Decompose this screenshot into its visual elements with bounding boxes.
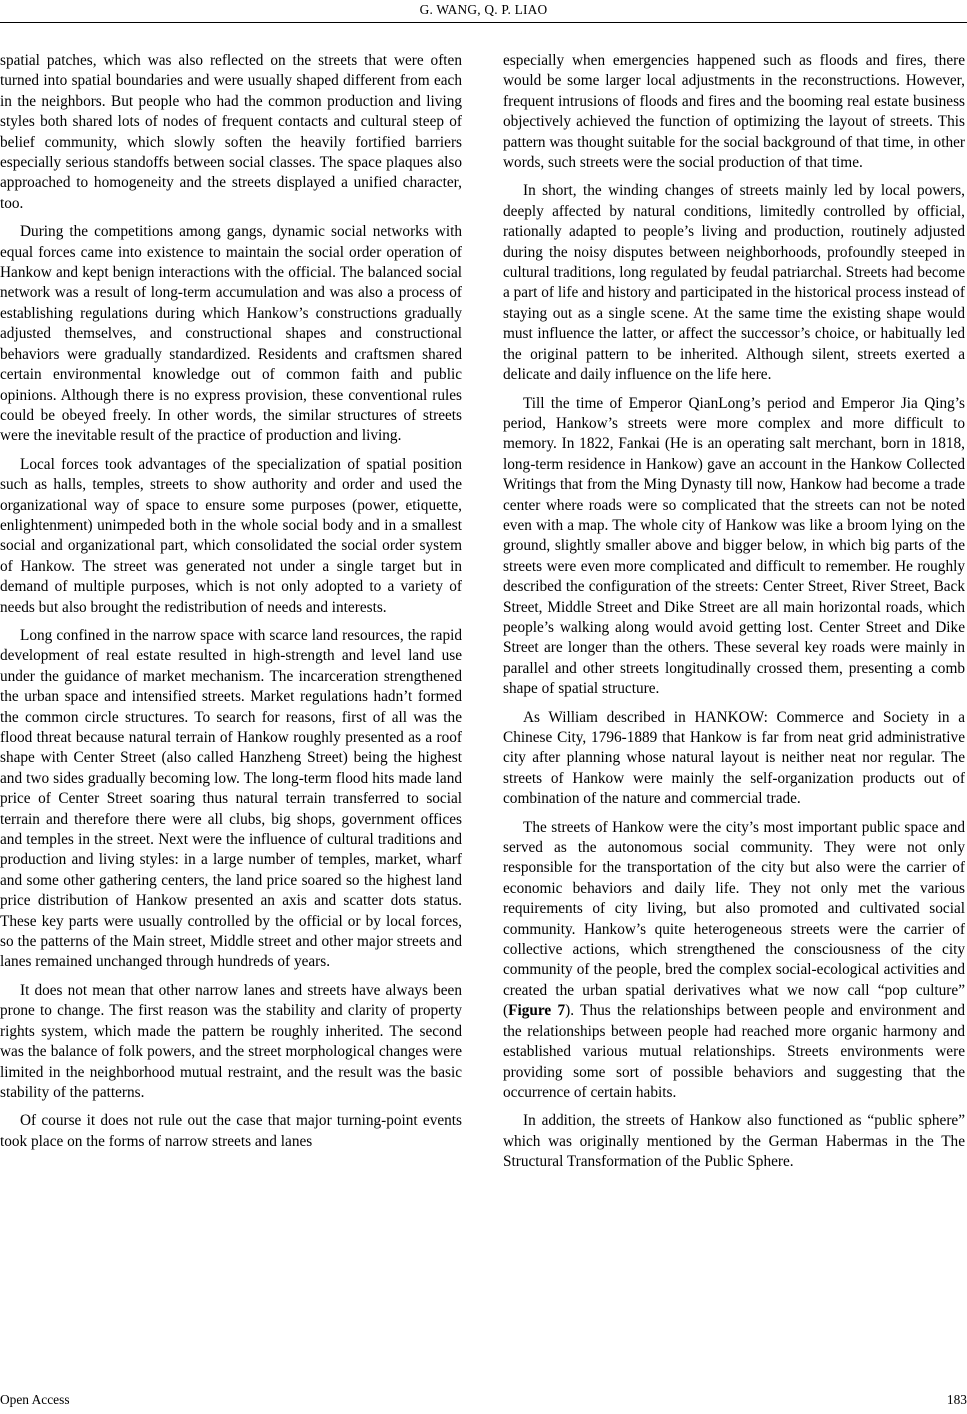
- paragraph: Long confined in the narrow space with scarce land resources, the rapid development of real estate resulted in high-strength and level land use under the guidance of market mechanism. The incarceration strengthened the urban space and intensified streets. Market regulations hadn’t formed the common circle structures. To search for reasons, first of all was the flood threat because natural terrain of Hankow roughly presented as a roof shape with Center Street (also called Hanzheng Street) being the highest and two sides gradually becoming low. The long-term flood hits made land price of Center Street soaring thus natural terrain transferred to social terrain and therefore there were all clubs, big shops, government offices and temples in the street. Next were the influence of cultural traditions and production and living styles: in a large number of temples, market, wharf and some other gathering centers, the land price soared so the highest land price distribution of Hankow presented an axis and scatter dots status. These key parts were usually controlled by the official or by local forces, so the patterns of the Main street, Middle street and other major streets and lanes remained unchanged through hundreds of years.: [0, 626, 462, 971]
- running-header: G. WANG, Q. P. LIAO: [419, 2, 548, 17]
- paragraph: especially when emergencies happened such as floods and fires, there would be some larger local adjustments in the reconstructions. However, frequent intrusions of floods and fires and the booming real estate business objectively achieved the function of optimizing the layout of streets. This pattern was thought suitable for the social background of that time, in other words, such streets were the social production of that time.: [503, 52, 965, 172]
- left-column: [0, 51, 462, 1152]
- header-rule: [0, 22, 967, 23]
- paragraph: Local forces took advantages of the specialization of spatial position such as halls, temples, streets to show authority and order and used the organizational way of space to ensure some purposes (power, etiquette, enlightenment) unimpeded both in the whole social body and in a smallest social and organizational part, which consolidated the social order system of Hankow. The street was generated not under a single target but in demand of multiple purposes, which is not only adopted to a variety of needs but also brought the redistribution of needs and interests.: [0, 455, 462, 616]
- paragraph: Till the time of Emperor QianLong’s period and Emperor Jia Qing’s period, Hankow’s streets were more complex and more difficult to memory. In 1822, Fankai (He is an operating salt merchant, born in 1818, long-term residence in Hankow) gave an account in the Hankow Collected Writings that from the Ming Dynasty till now, Hankow had become a trade center where roads were so complicated that the streets can not be noted even with a map. The whole city of Hankow was like a broom lying on the ground, slightly smaller above and bigger below, in which big parts of the streets were even more complicated and difficult to remember. He roughly described the configuration of the streets: Center Street, River Street, Back Street, Middle Street and Dike Street are all main horizontal roads, which people’s walking along would avoid getting lost. Center Street and Dike Street are longer than the others. These several key roads were mainly in parallel and other streets longitudinally crossed them, presenting a comb shape of spatial structure.: [503, 394, 965, 698]
- paragraph: spatial patches, which was also reflected on the streets that were often turned into spatial boundaries and were usually shaped different from each in the neighbors. But people who had the common production and living styles both shared lots of nodes of frequent contacts and cultural steep of belief community, which slowly soften the heavily fortified barriers especially serious standoffs between social classes. The space plaques also approached to homogeneity and the streets displayed a unified character, too.: [0, 52, 462, 212]
- paragraph-with-figure-ref: [503, 818, 965, 1104]
- open-access-label: Open Access: [0, 1392, 70, 1407]
- paragraph: As William described in HANKOW: Commerce and Society in a Chinese City, 1796-1889 that Hankow is far from neat grid administrative city after planning whose natural layout is neither neat nor regular. The streets of Hankow were mainly the self-organization products out of combination of the nature and commercial trade.: [503, 708, 965, 808]
- paragraph-text: The streets of Hankow were the city’s most important public space and served as the autonomous social community. They were not only responsible for the transportation of the city but also were the carrier of economic behaviors and daily life. They not only met the various requirements of city living, but also promoted and cultivated social community. Hankow’s quite heterogeneous streets were the carrier of collective actions, which strengthened the consciousness of the city community of the people, bred the complex social-ecological activities and created the urban spatial derivatives what we now call “pop culture” (: [503, 818, 965, 1020]
- paragraph-text: ). Thus the relationships between people and environment and the relationships between people had reached more organic harmony and established various mutual relationships. Streets environments were providing some sort of possible behaviors and suggesting that the occurrence of certain habits.: [503, 1002, 965, 1101]
- paragraph: In addition, the streets of Hankow also functioned as “public sphere” which was originally mentioned by the German Habermas in the The Structural Transformation of the Public Sphere.: [503, 1112, 965, 1171]
- paragraph: Of course it does not rule out the case that major turning-point events took place on the forms of narrow streets and lanes: [0, 1112, 462, 1150]
- page-number: 183: [946, 1392, 967, 1407]
- paragraph: It does not mean that other narrow lanes and streets have always been prone to change. The first reason was the stability and clarity of property rights system, which made the pattern be roughly inherited. The second was the balance of folk powers, and the street morphological changes were limited in the neighborhood mutual restraint, and the result was the basic stability of the patterns.: [0, 981, 462, 1101]
- paragraph: During the competitions among gangs, dynamic social networks with equal forces came into existence to maintain the social order operation of Hankow and kept benign interactions with the official. The balanced social network was a result of long-term accumulation and was also a process of establishing regulations during which Hankow’s constructions gradually adjusted themselves, and constructional shapes and constructional behaviors were gradually standardized. Residents and craftsmen shared certain environmental knowledge out of common faith and public opinions. Although there is no express provision, these conventional rules could be obeyed freely. In other words, the similar structures of streets were the inevitable result of the practice of production and living.: [0, 223, 462, 445]
- figure-7-link[interactable]: Figure 7: [508, 1002, 566, 1020]
- right-column: [503, 51, 965, 1173]
- paragraph: In short, the winding changes of streets mainly led by local powers, deeply affected by natural conditions, limitedly controlled by official, rationally adapted to people’s living and production, routinely adjusted during the noisy disputes between neighborhoods, profoundly steeped in cultural traditions, long regulated by feudal patriarchal. Streets had become a part of life and history and participated in the historical process instead of staying out as a single scene. At the same time the existing shape would must influence the latter, or affect the successor’s choice, or habitually led the original pattern to be inherited. Although silent, streets exerted a delicate and daily influence on the life here.: [503, 182, 965, 384]
